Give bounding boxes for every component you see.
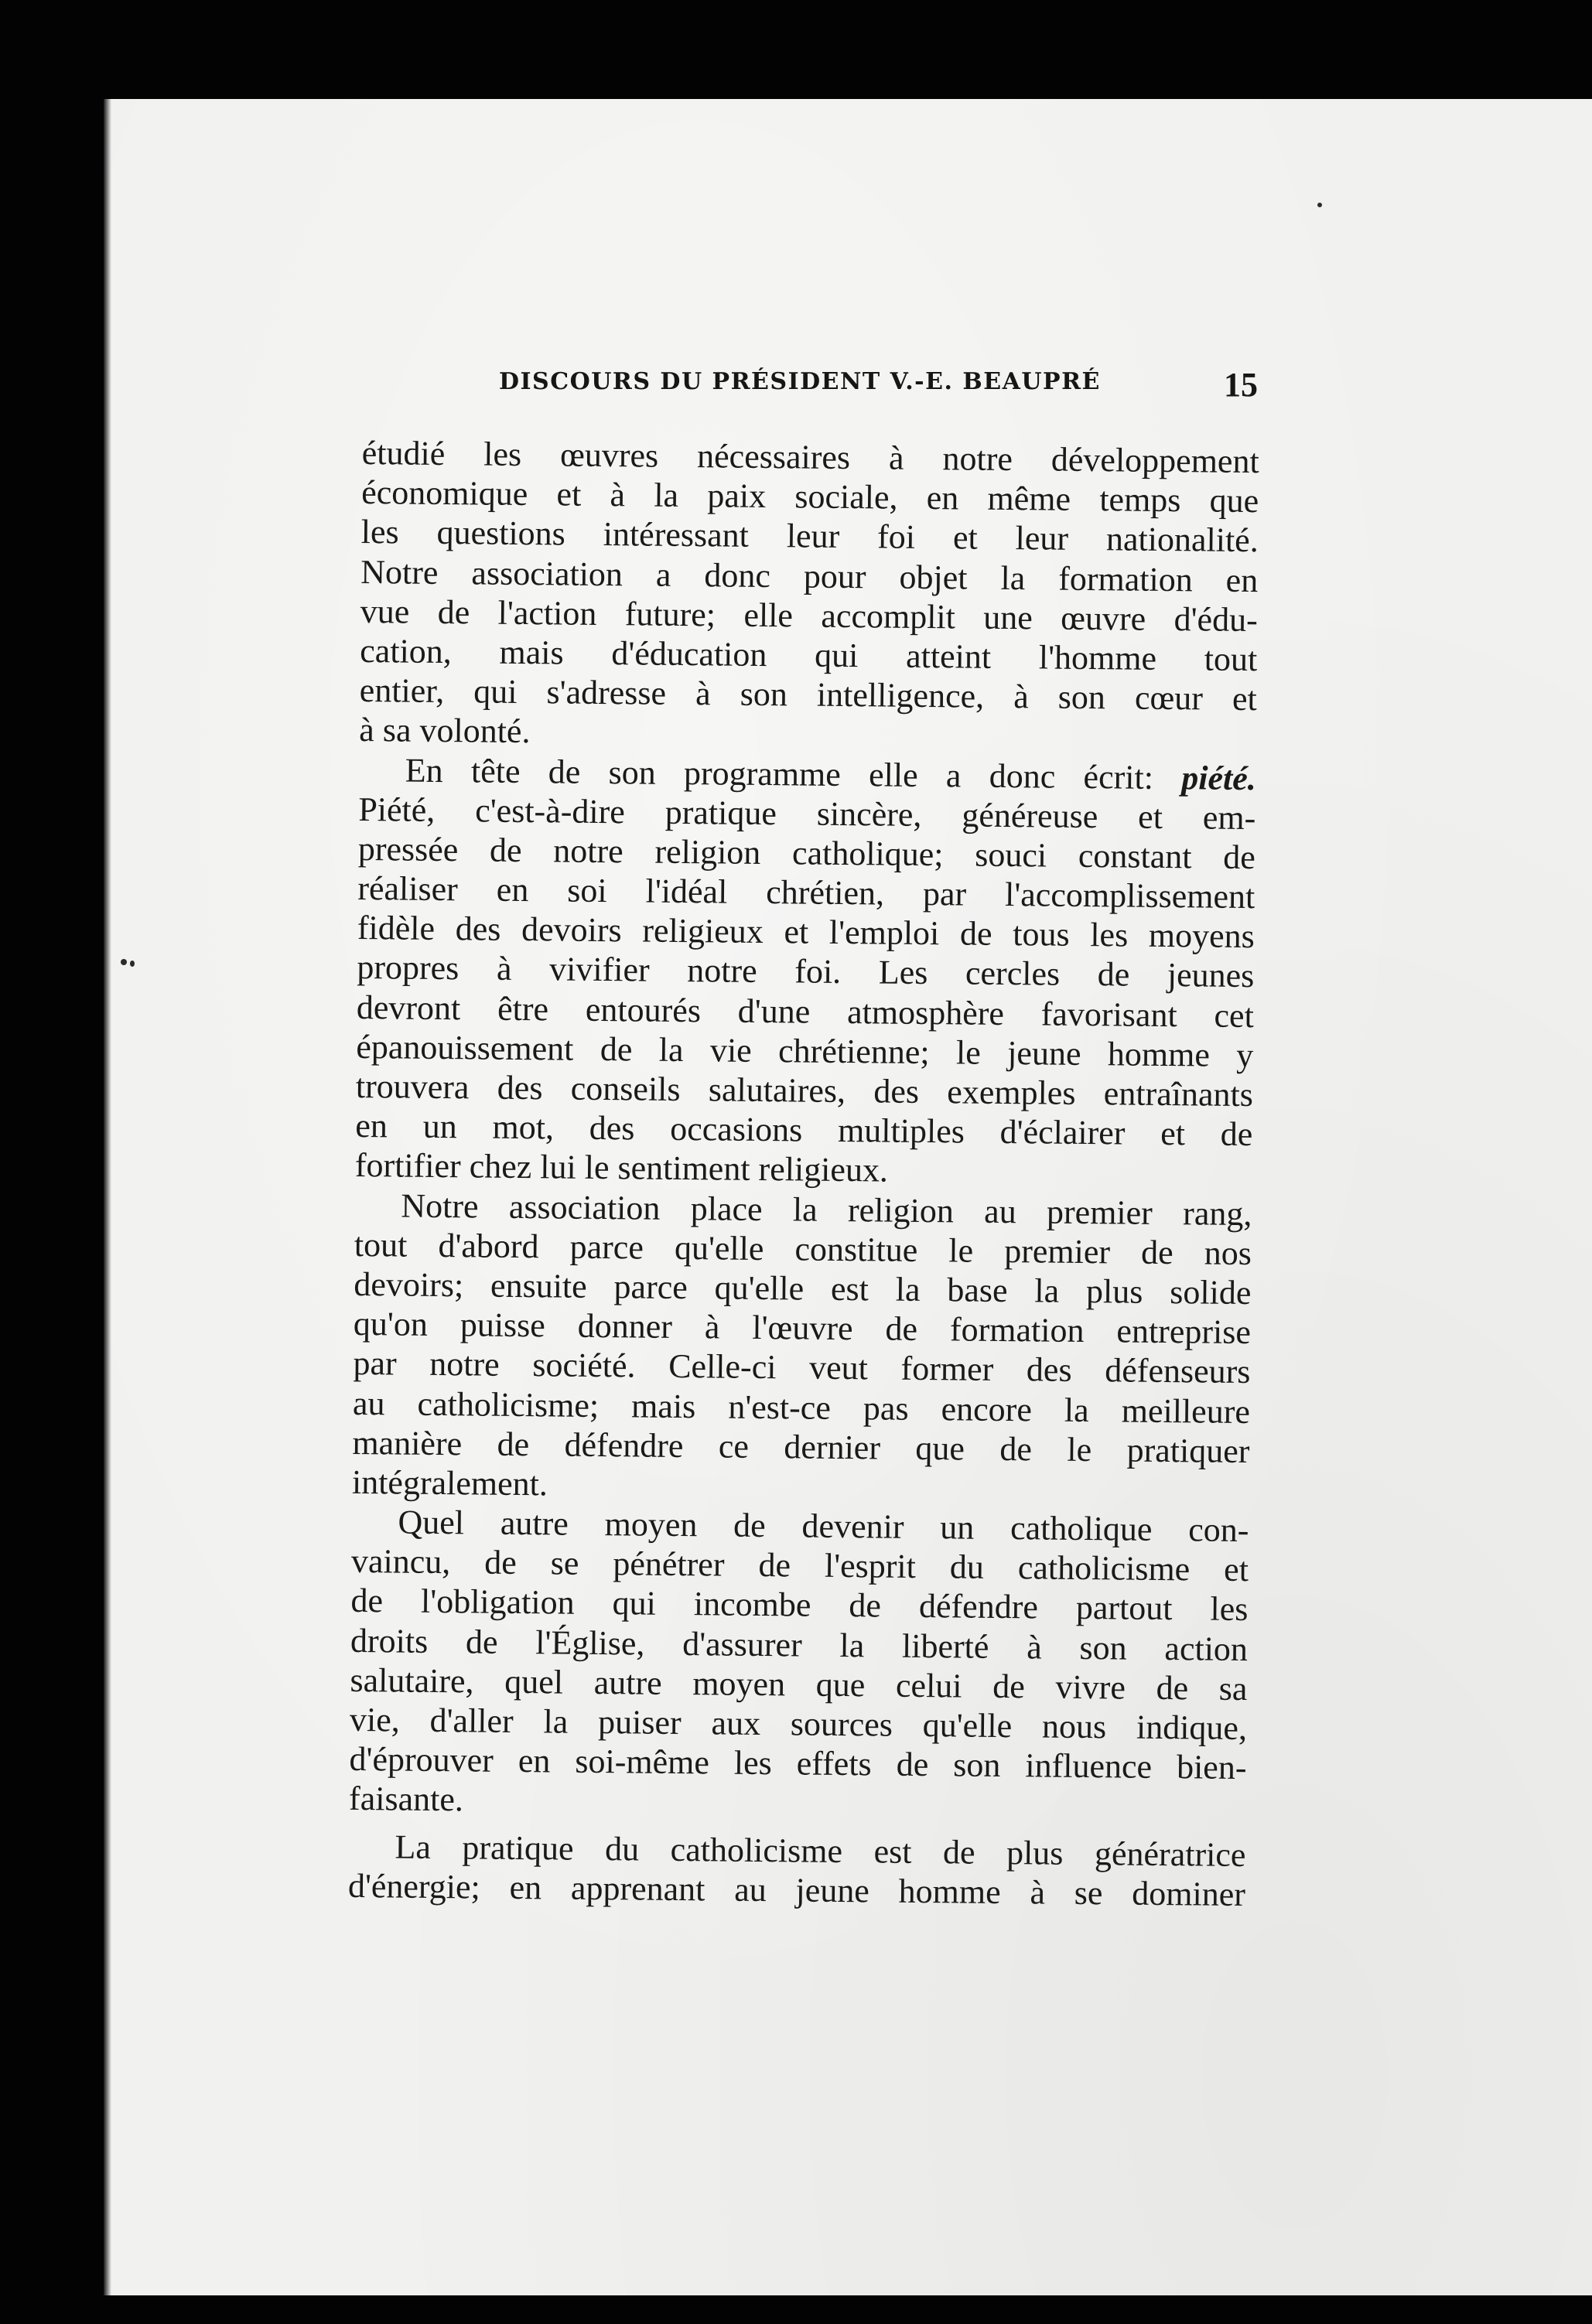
text-line: de l'obligation qui incombe de défendre partout les xyxy=(350,1582,1249,1629)
text-line: devront être entourés d'une atmosphère favorisant cet xyxy=(356,988,1255,1035)
text-line: par notre société. Celle-ci veut former des défenseurs xyxy=(353,1344,1251,1391)
text-line: trouvera des conseils salutaires, des exemples entraînants xyxy=(355,1066,1254,1114)
text-line: intégralement. xyxy=(351,1462,548,1503)
text-line: propres à vivifier notre foi. Les cercles de jeunes xyxy=(357,948,1255,995)
text-line: cation, mais d'éducation qui atteint l'homme tout xyxy=(360,631,1258,679)
text-line: entier, qui s'adresse à son intelligence, à son cœur et xyxy=(359,671,1257,718)
text-line: faisante. xyxy=(348,1780,464,1819)
text-line: les questions intéressant leur foi et leur nationalité. xyxy=(360,513,1259,560)
scan-speck xyxy=(130,961,135,967)
text-line: salutaire, quel autre moyen que celui de vivre de sa xyxy=(350,1660,1248,1708)
text-line: vaincu, de se pénétrer de l'esprit du catholicisme et xyxy=(350,1542,1249,1589)
text-line: épanouissement de la vie chrétienne; le jeune homme y xyxy=(356,1027,1254,1074)
scan-speck xyxy=(121,959,127,965)
running-head: DISCOURS DU PRÉSIDENT V.-E. BEAUPRÉ xyxy=(499,368,1101,395)
text-line: manière de défendre ce dernier que de le pratiquer xyxy=(352,1423,1250,1470)
text-line: droits de l'Église, d'assurer la liberté à son action xyxy=(350,1621,1249,1668)
text-line: économique et à la paix sociale, en même temps que xyxy=(361,473,1259,520)
text-line: devoirs; ensuite parce qu'elle est la base la plus solide xyxy=(354,1264,1252,1312)
scan-speck xyxy=(1317,203,1322,207)
text-line: étudié les œuvres nécessaires à notre développement xyxy=(361,433,1259,481)
emphasis-text: piété. xyxy=(1181,758,1257,797)
text-line: d'énergie; en apprenant au jeune homme à se dominer xyxy=(347,1866,1246,1913)
text-line: Quel autre moyen de devenir un catholique con- xyxy=(398,1503,1249,1550)
text-line: Piété, c'est-à-dire pratique sincère, généreuse et em- xyxy=(358,790,1256,837)
text-line: pressée de notre religion catholique; souci constant de xyxy=(357,829,1256,876)
page-gutter-shadow xyxy=(104,99,111,2295)
text-line: d'éprouver en soi-même les effets de son influence bien- xyxy=(349,1740,1247,1787)
text-line: vue de l'action future; elle accomplit une œuvre d'édu- xyxy=(360,592,1258,639)
text-line: réaliser en soi l'idéal chrétien, par l'accomplissement xyxy=(357,869,1255,916)
body-text xyxy=(348,433,1259,1914)
text-line: au catholicisme; mais n'est-ce pas encore la meilleure xyxy=(352,1384,1251,1431)
text-line: Notre association a donc pour objet la formation en xyxy=(360,552,1259,599)
text-line: qu'on puisse donner à l'œuvre de formation entreprise xyxy=(353,1305,1252,1352)
text-line: à sa volonté. xyxy=(359,711,531,751)
text-line: tout d'abord parce qu'elle constitue le premier de nos xyxy=(354,1225,1252,1272)
text-line: en un mot, des occasions multiples d'éclairer et de xyxy=(355,1107,1253,1154)
text-line: Notre association place la religion au premier rang, xyxy=(401,1186,1252,1233)
text-line: fortifier chez lui le sentiment religieux. xyxy=(354,1146,889,1189)
text-run: En tête de son programme elle a donc écrit: xyxy=(405,751,1182,797)
text-line: vie, d'aller la puiser aux sources qu'elle nous indique, xyxy=(349,1700,1248,1748)
text-line: fidèle des devoirs religieux et l'emploi de tous les moyens xyxy=(357,909,1255,956)
text-line: La pratique du catholicisme est de plus génératrice xyxy=(395,1827,1246,1874)
page-number: 15 xyxy=(1224,366,1258,404)
